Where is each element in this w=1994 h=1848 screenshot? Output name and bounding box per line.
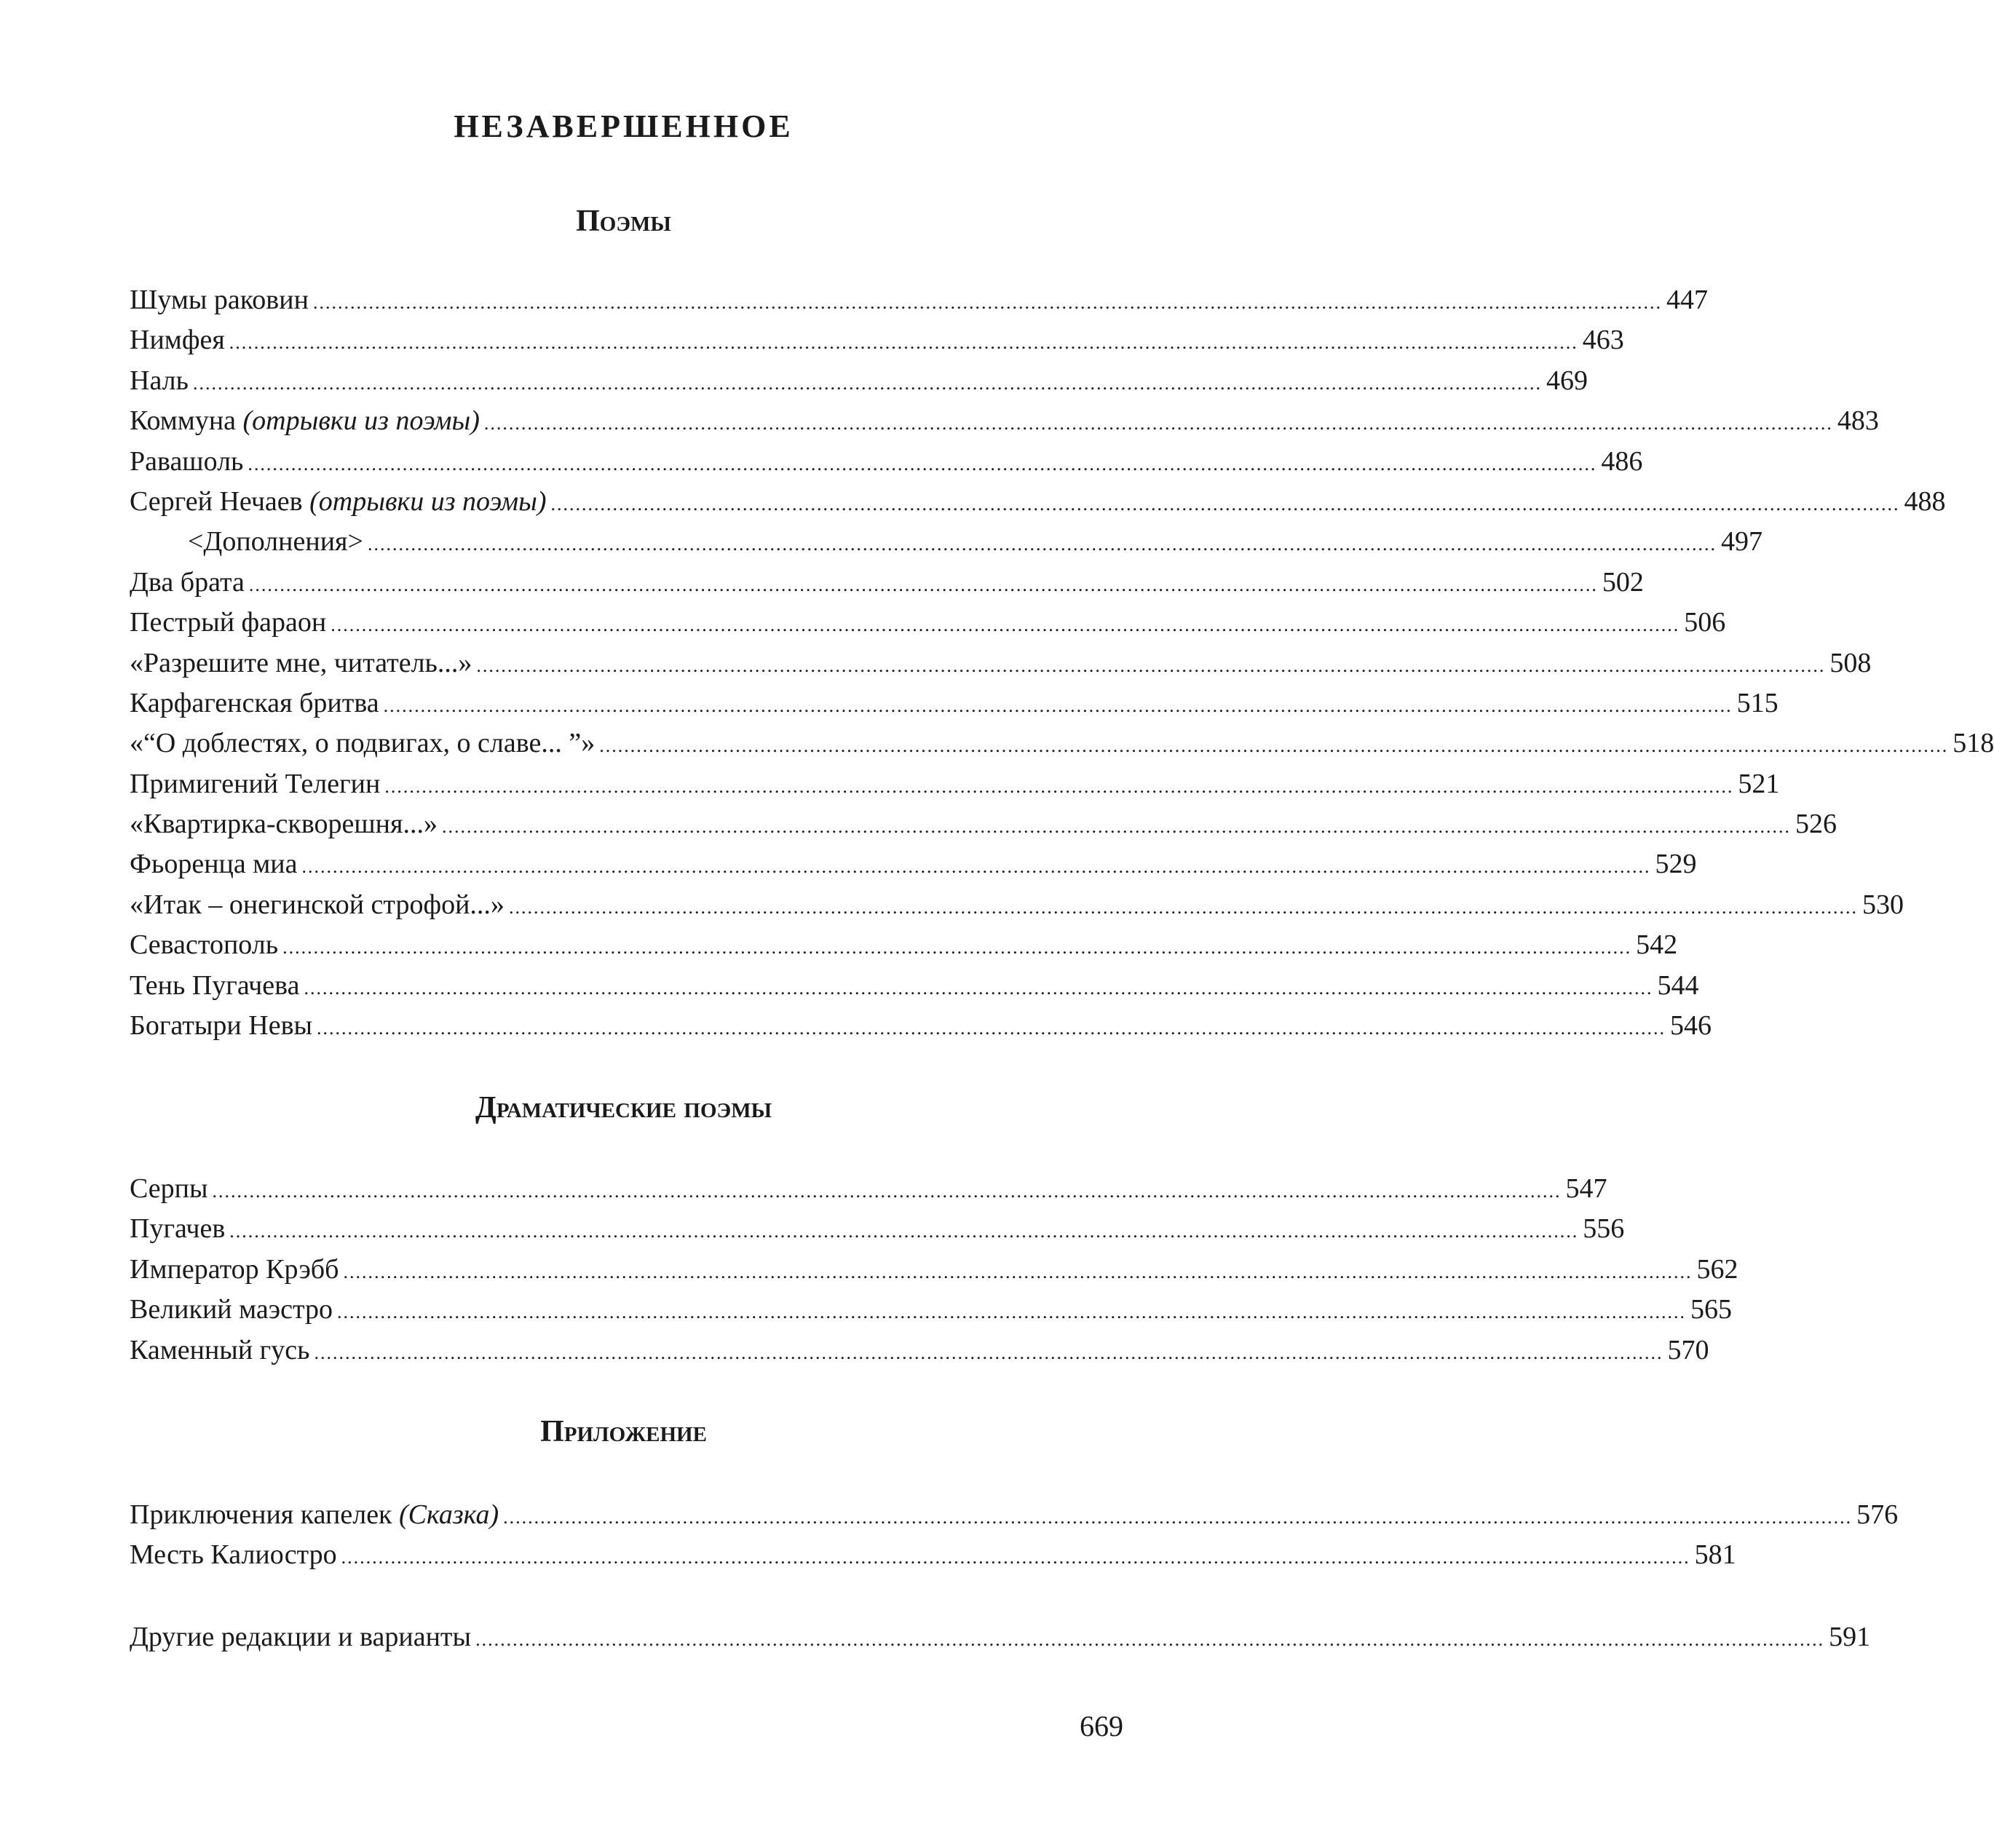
toc-entry[interactable] — [130, 764, 1780, 804]
toc-entry[interactable] — [130, 804, 1837, 844]
toc-entry-page: 502 — [1602, 566, 1644, 598]
toc-entry-page: 591 — [1829, 1622, 1871, 1652]
toc-entry-title: Наль — [130, 365, 189, 396]
dot-leader: .......................................................................................................................................................................................................................... — [212, 1181, 1562, 1202]
toc-entry-title: Богатыри Невы — [130, 1010, 313, 1042]
toc-entry-page: 526 — [1795, 809, 1837, 840]
toc-list-dramatic-poems — [130, 1169, 1738, 1371]
toc-entry-title: «Квартирка-скворешня...» — [130, 809, 438, 840]
toc-entry-title: Пестрый фараон — [130, 607, 327, 638]
dot-leader: .......................................................................................................................................................................................................................... — [331, 614, 1680, 636]
toc-entry[interactable] — [130, 482, 1946, 522]
toc-entry-title: Сергей Нечаев (отрывки из поэмы) — [130, 485, 547, 517]
toc-entry-title: Равашоль — [130, 445, 244, 477]
toc-entry-page: 483 — [1837, 405, 1879, 437]
toc-entry-page: 544 — [1657, 969, 1699, 1001]
dot-leader: .......................................................................................................................................................................................................................... — [550, 493, 1900, 515]
toc-entry[interactable] — [130, 361, 1588, 401]
toc-entry[interactable] — [130, 1331, 1709, 1371]
toc-entry[interactable] — [130, 1169, 1607, 1209]
dot-leader: .......................................................................................................................................................................................................................... — [337, 1301, 1687, 1323]
toc-entry-page: 515 — [1736, 687, 1779, 718]
toc-entry[interactable] — [130, 1209, 1625, 1249]
dot-leader: .......................................................................................................................................................................................................................... — [599, 735, 1949, 757]
toc-entry-title: Севастополь — [130, 929, 279, 961]
toc-entry-title: «“О доблестях, о подвигах, о славе... ”» — [130, 728, 596, 759]
toc-entry-title: Тень Пугачева — [130, 969, 300, 1001]
toc-entry-page: 570 — [1667, 1334, 1709, 1365]
toc-entry-page: 547 — [1565, 1173, 1607, 1204]
toc-entry[interactable] — [130, 723, 1994, 764]
toc-entry-sub[interactable] — [130, 522, 1762, 562]
dot-leader: .......................................................................................................................................................................................................................... — [248, 453, 1597, 475]
toc-entry[interactable] — [130, 1617, 1871, 1657]
dot-leader: .......................................................................................................................................................................................................................... — [312, 292, 1662, 313]
dot-leader: .......................................................................................................................................................................................................................... — [384, 775, 1734, 797]
section-title-appendix: Приложение — [540, 1415, 707, 1448]
dot-leader: .......................................................................................................................................................................................................................... — [341, 1547, 1690, 1569]
toc-entry-page: 469 — [1546, 365, 1588, 396]
dot-leader: .......................................................................................................................................................................................................................... — [229, 332, 1578, 354]
dot-leader: .......................................................................................................................................................................................................................... — [248, 574, 1598, 595]
toc-entry-title: Коммуна (отрывки из поэмы) — [130, 405, 480, 437]
toc-entry-page: 529 — [1655, 849, 1697, 880]
toc-entry-page: 486 — [1601, 445, 1643, 477]
page-title: НЕЗАВЕРШЕННОЕ — [454, 108, 794, 144]
toc-entry-page: 556 — [1583, 1213, 1625, 1245]
toc-entry-title: Приключения капелек (Сказка) — [130, 1499, 499, 1530]
toc-entry-page: 546 — [1670, 1010, 1712, 1042]
toc-list-extra — [130, 1617, 1871, 1657]
toc-entry[interactable] — [130, 401, 1879, 441]
toc-entry[interactable] — [130, 1290, 1733, 1330]
dot-leader: .......................................................................................................................................................................................................................... — [476, 654, 1826, 676]
toc-entry[interactable] — [130, 885, 1904, 925]
toc-entry[interactable] — [130, 320, 1624, 360]
toc-entry-page: 581 — [1694, 1539, 1736, 1571]
toc-entry-page: 508 — [1829, 647, 1872, 678]
toc-entry-page: 521 — [1738, 768, 1780, 799]
dot-leader: .......................................................................................................................................................................................................................... — [317, 1018, 1666, 1039]
dot-leader: .......................................................................................................................................................................................................................... — [441, 816, 1791, 838]
toc-entry-page: 518 — [1953, 728, 1994, 759]
dot-leader: .......................................................................................................................................................................................................................... — [304, 977, 1653, 999]
dot-leader: .......................................................................................................................................................................................................................... — [301, 856, 1651, 878]
toc-entry-title: Другие редакции и варианты — [130, 1622, 472, 1652]
toc-entry-page: 488 — [1904, 485, 1946, 517]
toc-entry[interactable] — [130, 844, 1697, 884]
toc-entry[interactable] — [130, 1006, 1712, 1046]
dot-leader: .......................................................................................................................................................................................................................... — [503, 1507, 1853, 1528]
dot-leader: .......................................................................................................................................................................................................................... — [383, 694, 1733, 716]
toc-entry[interactable] — [130, 1250, 1738, 1290]
toc-entry-title: Каменный гусь — [130, 1334, 310, 1365]
dot-leader: .......................................................................................................................................................................................................................... — [343, 1261, 1693, 1282]
dot-leader: .......................................................................................................................................................................................................................... — [282, 937, 1632, 959]
dot-leader: .......................................................................................................................................................................................................................... — [192, 372, 1542, 394]
toc-entry-title: «Итак – онегинской строфой...» — [130, 889, 505, 920]
section-title-dramatic-poems: Драматические поэмы — [475, 1091, 772, 1125]
section-title-poems: Поэмы — [576, 205, 671, 238]
toc-entry-title: Месть Калиостро — [130, 1539, 337, 1571]
toc-entry-title: Нимфея — [130, 325, 225, 356]
toc-entry[interactable] — [130, 603, 1726, 643]
dot-leader: .......................................................................................................................................................................................................................... — [483, 413, 1833, 435]
toc-entry-page: 565 — [1690, 1294, 1733, 1325]
dot-leader: .......................................................................................................................................................................................................................... — [229, 1221, 1579, 1242]
toc-list-appendix — [130, 1495, 1899, 1576]
toc-entry-page: 530 — [1862, 889, 1904, 920]
toc-entry[interactable] — [130, 683, 1779, 723]
toc-entry[interactable] — [130, 1495, 1899, 1535]
toc-entry-title: Пугачев — [130, 1213, 226, 1245]
toc-entry[interactable] — [130, 966, 1699, 1006]
dot-leader: .......................................................................................................................................................................................................................... — [367, 534, 1717, 555]
toc-entry-title: Фьоренца миа — [130, 849, 298, 880]
toc-entry[interactable] — [130, 280, 1708, 320]
dot-leader: .......................................................................................................................................................................................................................... — [475, 1629, 1825, 1650]
toc-entry-title: Карфагенская бритва — [130, 687, 379, 718]
toc-entry[interactable] — [130, 1535, 1736, 1575]
toc-entry-title: Император Крэбб — [130, 1253, 339, 1285]
dot-leader: .......................................................................................................................................................................................................................... — [508, 896, 1858, 918]
toc-entry-page: 576 — [1856, 1499, 1899, 1530]
toc-entry-page: 562 — [1696, 1253, 1738, 1285]
toc-entry-page: 497 — [1720, 526, 1762, 558]
toc-entry-page: 447 — [1666, 285, 1708, 315]
toc-entry-page: 463 — [1582, 325, 1624, 356]
page-number: 669 — [1080, 1710, 1123, 1742]
toc-entry-title: Примигений Телегин — [130, 768, 381, 799]
toc-entry-title: Два брата — [130, 566, 245, 598]
toc-entry-title: Шумы раковин — [130, 285, 309, 315]
toc-entry-title: Великий маэстро — [130, 1294, 333, 1325]
toc-entry[interactable] — [130, 442, 1643, 482]
toc-entry-title: <Дополнения> — [188, 526, 363, 558]
dot-leader: .......................................................................................................................................................................................................................... — [314, 1341, 1663, 1363]
toc-entry-page: 542 — [1636, 929, 1678, 961]
toc-entry-title: Серпы — [130, 1173, 208, 1204]
toc-entry-title: «Разрешите мне, читатель...» — [130, 647, 472, 678]
toc-entry[interactable] — [130, 643, 1872, 683]
toc-list-poems — [130, 280, 1994, 1046]
toc-entry[interactable] — [130, 563, 1644, 603]
toc-entry-page: 506 — [1684, 607, 1726, 638]
toc-entry[interactable] — [130, 925, 1678, 965]
